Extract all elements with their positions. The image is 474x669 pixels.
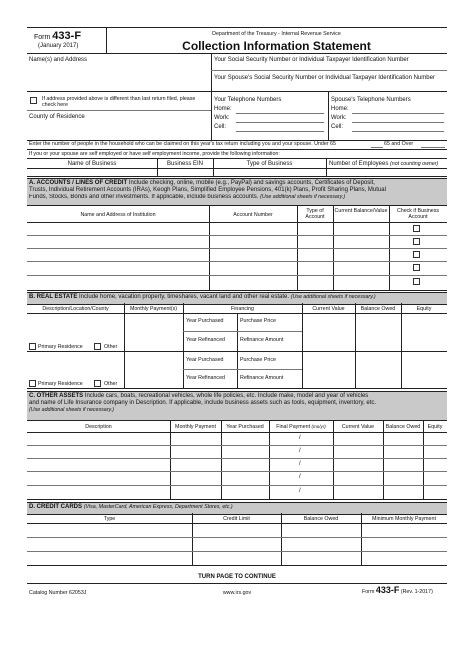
section-b-text bbox=[29, 294, 376, 301]
section-d-note: (Visa, MasterCard, American Express, Department Stores, etc.) bbox=[83, 504, 233, 510]
col-b-financing: Financing bbox=[231, 306, 254, 312]
footer-form-number: 433-F bbox=[375, 585, 400, 595]
county-label: County of Residence bbox=[29, 114, 85, 120]
section-a-text2: Trusts, Individual Retirement Accounts (IRAs), Keogh Plans, Simplified Employee Pensions, 401(k) Plans, Profit Sharing Plans, Mutual bbox=[29, 187, 386, 193]
section-a-text bbox=[29, 180, 445, 201]
turn-page: TURN PAGE TO CONTINUE bbox=[198, 574, 276, 580]
final-payment-slash-4: / bbox=[299, 474, 301, 480]
col-number-of-employees-label: Number of Employees bbox=[329, 161, 389, 167]
business-account-checkbox-5[interactable] bbox=[413, 278, 420, 285]
other-label-1: Other bbox=[104, 344, 118, 350]
other-checkbox-1[interactable] bbox=[94, 343, 101, 350]
spouse-work-label: Work: bbox=[331, 115, 347, 121]
ssn-spouse-label: Your Spouse's Social Security Number or Individual Taxpayer Identification Number bbox=[214, 75, 435, 81]
purchase-price-2: Purchase Price bbox=[240, 357, 276, 363]
section-d-text bbox=[29, 504, 233, 511]
spouse-cell-label: Cell: bbox=[331, 124, 344, 130]
section-a-text1: Include checking, online, mobile (e.g., PayPal) and savings accounts, Certificates of Deposit, bbox=[128, 180, 375, 186]
col-type-of-business: Type of Business bbox=[246, 161, 293, 167]
spouse-home-label: Home: bbox=[331, 106, 349, 112]
primary-residence-label-1: Primary Residence bbox=[38, 344, 83, 350]
names-address-label: Name(s) and Address bbox=[29, 57, 88, 63]
year-purchased-2: Year Purchased bbox=[186, 357, 224, 363]
business-account-checkbox-2[interactable] bbox=[413, 238, 420, 245]
section-b-note: (Use additional sheets if necessary.) bbox=[290, 294, 376, 300]
spouse-phone-label: Spouse's Telephone Numbers bbox=[331, 97, 411, 103]
business-account-checkbox-1[interactable] bbox=[413, 225, 420, 232]
refinance-amount-1: Refinance Amount bbox=[240, 337, 284, 343]
your-phone-label: Your Telephone Numbers bbox=[214, 97, 282, 103]
footer-form-label: Form bbox=[362, 589, 375, 595]
footer-rev: (Rev. 1-2017) bbox=[400, 589, 433, 595]
final-payment-slash-1: / bbox=[299, 435, 301, 441]
section-a-note: (Use additional sheets if necessary.) bbox=[260, 194, 346, 200]
form-number-value: 433-F bbox=[52, 30, 82, 42]
household-label: Enter the number of people in the household who can be claimed on this year's tax return including you and your spouse. Under 65 bbox=[29, 141, 336, 147]
col-number-of-employees bbox=[329, 161, 438, 168]
year-purchased-1: Year Purchased bbox=[186, 318, 224, 324]
business-account-checkbox-4[interactable] bbox=[413, 264, 420, 271]
col-a-account-number: Account Number bbox=[233, 212, 273, 218]
primary-residence-label-2: Primary Residence bbox=[38, 381, 83, 387]
form-date: (January 2017) bbox=[38, 43, 79, 49]
section-a-text3: Funds, Stocks, Bonds and other investments. If applicable, include business accounts. bbox=[29, 194, 259, 200]
col-b-balance-owed: Balance Owed bbox=[360, 306, 396, 312]
col-b-description: Description/Location/County bbox=[42, 306, 109, 312]
section-c-text bbox=[29, 393, 445, 413]
over65-label: 65 and Over bbox=[384, 141, 414, 147]
col-business-ein: Business EIN bbox=[166, 161, 203, 167]
year-refinanced-2: Year Refinanced bbox=[186, 375, 225, 381]
other-label-2: Other bbox=[104, 381, 118, 387]
col-c-current-value: Current Value bbox=[341, 424, 375, 430]
col-b-monthly: Monthly Payment(s) bbox=[129, 306, 178, 312]
section-a-heading: A. ACCOUNTS / LINES OF CREDIT bbox=[29, 180, 128, 186]
address-change-checkbox[interactable] bbox=[30, 97, 37, 104]
your-cell-label: Cell: bbox=[214, 124, 227, 130]
other-checkbox-2[interactable] bbox=[94, 380, 101, 387]
section-b-heading: B. REAL ESTATE bbox=[29, 294, 78, 300]
purchase-price-1: Purchase Price bbox=[240, 318, 276, 324]
section-c-text1: Include cars, boats, recreational vehicles, whole life policies, etc. Include make, model and year of vehicles bbox=[84, 393, 369, 399]
section-b-text-body: Include home, vacation property, timeshares, vacant land and other real estate. bbox=[79, 294, 290, 300]
final-payment-slash-3: / bbox=[299, 461, 301, 467]
col-b-current-value: Current Value bbox=[312, 306, 345, 312]
col-c-balance-owed: Balance Owed bbox=[385, 424, 421, 430]
col-d-balance-owed: Balance Owed bbox=[303, 516, 339, 522]
col-a-balance: Current Balance/Value bbox=[334, 208, 388, 214]
department: Department of the Treasury - Internal Revenue Service bbox=[212, 31, 341, 37]
irs-website[interactable]: www.irs.gov bbox=[222, 590, 252, 596]
section-c-note: (Use additional sheets if necessary.) bbox=[29, 407, 114, 413]
page-title: Collection Information Statement bbox=[182, 39, 371, 53]
col-name-of-business: Name of Business bbox=[67, 161, 117, 167]
refinance-amount-2: Refinance Amount bbox=[240, 375, 284, 381]
not-counting-owner: (not counting owner) bbox=[390, 161, 439, 167]
col-c-monthly: Monthly Payment bbox=[175, 424, 216, 430]
form-number bbox=[34, 30, 81, 42]
ssn-yours-label: Your Social Security Number or Individual Taxpayer Identification Number bbox=[214, 57, 409, 63]
footer-form-id bbox=[362, 587, 433, 595]
form-label: Form bbox=[34, 34, 51, 41]
address-change-label: If address provided above is different than last return filed, please check here bbox=[42, 96, 196, 108]
primary-residence-checkbox-2[interactable] bbox=[29, 380, 36, 387]
year-refinanced-1: Year Refinanced bbox=[186, 337, 225, 343]
final-payment-slash-2: / bbox=[299, 448, 301, 454]
catalog-number: Catalog Number 62053J bbox=[29, 590, 87, 596]
col-a-business: Check if Business Account bbox=[396, 208, 440, 220]
section-c-text2: and name of Life Insurance company in Description. If applicable, include business assets such as tools, equipment, inventory, etc. bbox=[29, 400, 377, 406]
col-d-type: Type bbox=[103, 516, 116, 522]
col-c-equity: Equity bbox=[427, 424, 443, 430]
section-d-heading: D. CREDIT CARDS bbox=[29, 504, 83, 510]
final-payment-slash-5: / bbox=[299, 488, 301, 494]
self-employed-label: If you or your spouse are self employed or have self employment income, provide the following information: bbox=[29, 151, 280, 157]
col-b-equity: Equity bbox=[416, 306, 432, 312]
col-c-final-payment bbox=[269, 424, 333, 430]
col-c-description: Description bbox=[85, 424, 112, 430]
col-a-institution: Name and Address of Institution bbox=[80, 212, 156, 218]
col-d-credit-limit: Credit Limit bbox=[223, 516, 250, 522]
col-c-final-payment-label: Final Payment bbox=[276, 424, 311, 430]
business-account-checkbox-3[interactable] bbox=[413, 251, 420, 258]
your-home-label: Home: bbox=[214, 106, 232, 112]
col-c-year-purchased: Year Purchased bbox=[226, 424, 264, 430]
primary-residence-checkbox-1[interactable] bbox=[29, 343, 36, 350]
col-d-min-payment: Minimum Monthly Payment bbox=[372, 516, 436, 522]
your-work-label: Work: bbox=[214, 115, 230, 121]
final-payment-hint: (mo/yr) bbox=[311, 424, 326, 429]
section-c-heading: C. OTHER ASSETS bbox=[29, 393, 84, 399]
col-a-type: Type of Account bbox=[305, 208, 325, 220]
